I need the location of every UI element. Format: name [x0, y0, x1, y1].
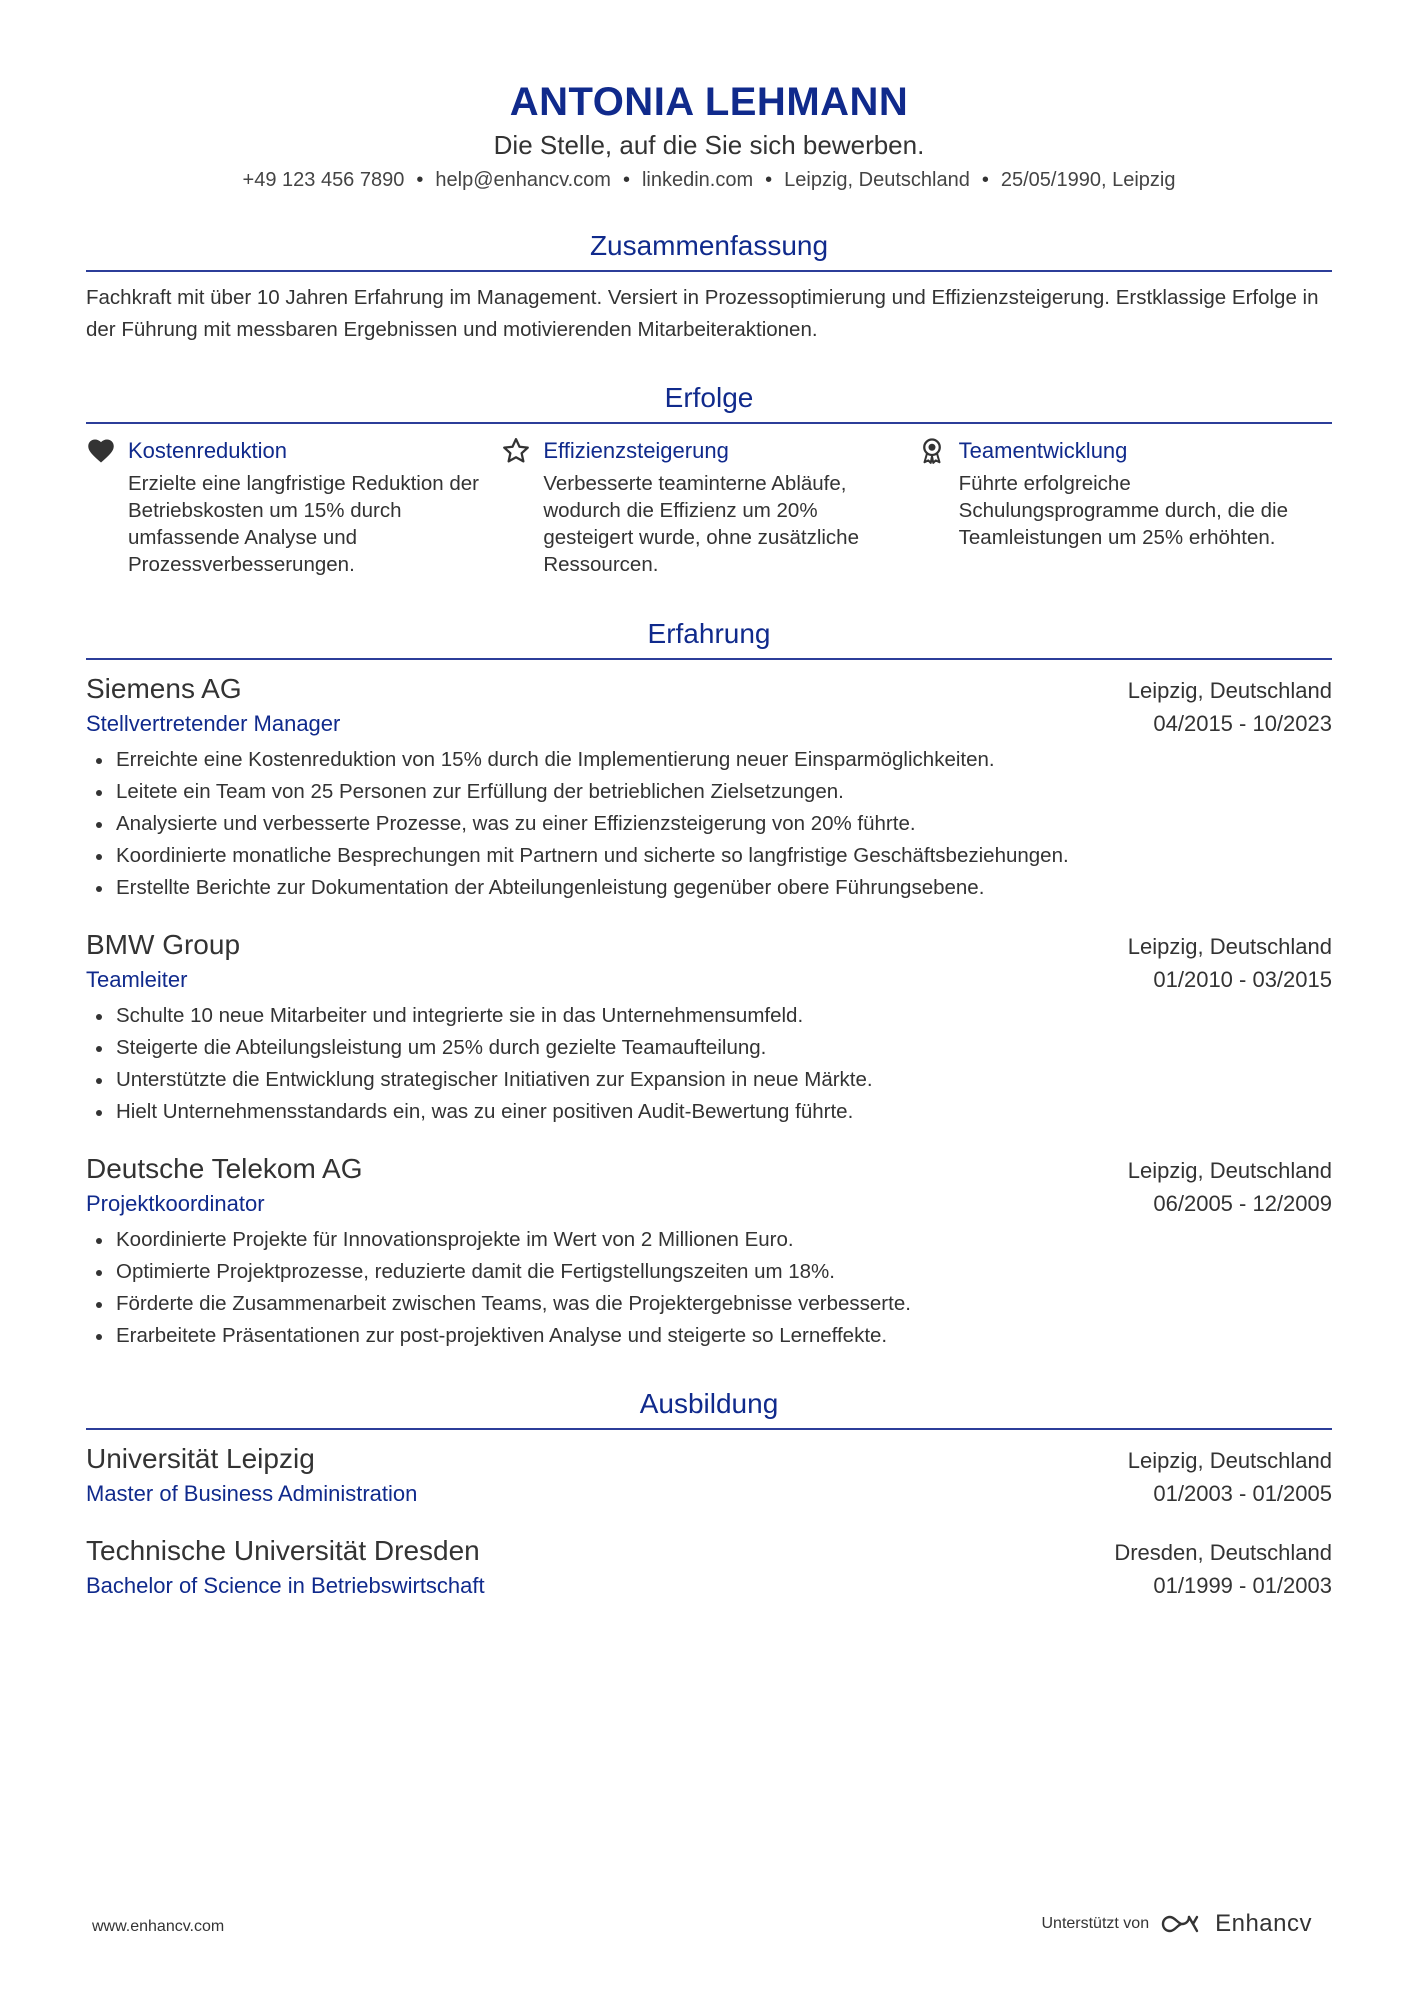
contact-line — [86, 166, 1332, 194]
award-icon — [917, 436, 959, 466]
degree: Master of Business Administration — [86, 1481, 418, 1506]
section-title-summary: Zusammenfassung — [86, 228, 1332, 272]
achievement-title: Teamentwicklung — [958, 438, 1128, 463]
job-dates: 04/2015 - 10/2023 — [1153, 711, 1332, 736]
job-location: Leipzig, Deutschland — [1127, 678, 1332, 703]
job-dates: 06/2005 - 12/2009 — [1153, 1191, 1332, 1216]
candidate-name: ANTONIA LEHMANN — [509, 80, 909, 124]
list-item: Förderte die Zusammenarbeit zwischen Teams, was die Projektergebnisse verbesserte. — [116, 1288, 1332, 1320]
list-item: Koordinierte monatliche Besprechungen mit Partnern und sicherte so langfristige Geschäftsbeziehungen. — [116, 840, 1332, 872]
job-position: Teamleiter — [86, 967, 188, 992]
section-title-experience: Erfahrung — [86, 616, 1332, 660]
achievement-item — [501, 436, 916, 578]
school-name: Technische Universität Dresden — [86, 1535, 480, 1566]
star-icon — [501, 436, 543, 466]
list-item: Steigerte die Abteilungsleistung um 25% durch gezielte Teamaufteilung. — [116, 1032, 1332, 1064]
list-item: Leitete ein Team von 25 Personen zur Erfüllung der betrieblichen Zielsetzungen. — [116, 776, 1332, 808]
location: Leipzig, Deutschland — [784, 169, 970, 191]
school-location: Leipzig, Deutschland — [1127, 1448, 1332, 1473]
job-dates: 01/2010 - 03/2015 — [1153, 967, 1332, 992]
list-item: Unterstützte die Entwicklung strategischer Initiativen zur Expansion in neue Märkte. — [116, 1064, 1332, 1096]
company-name: BMW Group — [86, 929, 241, 960]
list-item: Schulte 10 neue Mitarbeiter und integrierte sie in das Unternehmensumfeld. — [116, 1000, 1332, 1032]
job-entry — [86, 926, 1332, 1128]
education-dates: 01/1999 - 01/2003 — [1153, 1573, 1332, 1598]
job-bullets — [86, 1224, 1332, 1352]
enhancv-logo-icon — [1159, 1912, 1205, 1936]
list-item: Erarbeitete Präsentationen zur post-projektiven Analyse und steigerte so Lerneffekte. — [116, 1320, 1332, 1352]
education-entry — [86, 1440, 1332, 1510]
company-name: Siemens AG — [86, 673, 242, 704]
job-position: Stellvertretender Manager — [86, 711, 341, 736]
education-dates: 01/2003 - 01/2005 — [1153, 1481, 1332, 1506]
list-item: Erstellte Berichte zur Dokumentation der Abteilungenleistung gegenüber obere Führungsebene. — [116, 872, 1332, 904]
job-location: Leipzig, Deutschland — [1127, 1158, 1332, 1183]
job-location: Leipzig, Deutschland — [1127, 934, 1332, 959]
list-item: Analysierte und verbesserte Prozesse, was zu einer Effizienzsteigerung von 20% führte. — [116, 808, 1332, 840]
achievement-item — [86, 436, 501, 578]
separator-dot: • — [622, 169, 630, 191]
company-name: Deutsche Telekom AG — [86, 1153, 363, 1184]
achievement-description: Führte erfolgreiche Schulungsprogramme durch, die die Teamleistungen um 25% erhöhten. — [958, 472, 1288, 549]
achievement-description: Verbesserte teaminterne Abläufe, wodurch die Effizienz um 20% gesteigert wurde, ohne zusätzliche Ressourcen. — [543, 472, 859, 576]
list-item: Optimierte Projektprozesse, reduzierte damit die Fertigstellungszeiten um 18%. — [116, 1256, 1332, 1288]
achievement-item — [917, 436, 1332, 578]
degree: Bachelor of Science in Betriebswirtschaft — [86, 1573, 485, 1598]
separator-dot: • — [416, 169, 424, 191]
resume-page — [86, 0, 1332, 1602]
birth-date: 25/05/1990, Leipzig — [1000, 169, 1176, 191]
footer-branding — [1041, 1910, 1312, 1938]
linkedin: linkedin.com — [641, 169, 754, 191]
powered-by-label: Unterstützt von — [1041, 1915, 1150, 1932]
heart-icon — [86, 436, 128, 466]
summary-text: Fachkraft mit über 10 Jahren Erfahrung im Management. Versiert in Prozessoptimierung und Effizienzsteigerung. Erstklassige Erfolge in der Führung mit messbaren Ergebnissen und motivierenden Mitarbeiteraktionen. — [86, 286, 1319, 341]
education-entry — [86, 1532, 1332, 1602]
brand-name: Enhancv — [1215, 1910, 1312, 1937]
separator-dot: • — [765, 169, 773, 191]
page-footer — [0, 1908, 1410, 1948]
list-item: Hielt Unternehmensstandards ein, was zu einer positiven Audit-Bewertung führte. — [116, 1096, 1332, 1128]
email: help@enhancv.com — [435, 169, 611, 191]
separator-dot: • — [981, 169, 989, 191]
job-entry — [86, 670, 1332, 904]
job-bullets — [86, 1000, 1332, 1128]
footer-website-link[interactable]: www.enhancv.com — [92, 1918, 225, 1935]
job-position: Projektkoordinator — [86, 1191, 265, 1216]
phone: +49 123 456 7890 — [242, 169, 405, 191]
resume-header — [86, 0, 1332, 194]
school-name: Universität Leipzig — [86, 1443, 315, 1474]
school-location: Dresden, Deutschland — [1114, 1540, 1332, 1565]
list-item: Erreichte eine Kostenreduktion von 15% durch die Implementierung neuer Einsparmöglichkeiten. — [116, 744, 1332, 776]
achievement-title: Effizienzsteigerung — [543, 438, 729, 463]
job-bullets — [86, 744, 1332, 904]
target-role: Die Stelle, auf die Sie sich bewerben. — [493, 130, 925, 160]
section-title-achievements: Erfolge — [86, 380, 1332, 424]
achievement-title: Kostenreduktion — [128, 438, 287, 463]
job-entry — [86, 1150, 1332, 1352]
achievements-list — [86, 436, 1332, 578]
achievement-description: Erzielte eine langfristige Reduktion der Betriebskosten um 15% durch umfassende Analyse und Prozessverbesserungen. — [128, 472, 479, 576]
section-title-education: Ausbildung — [86, 1386, 1332, 1430]
list-item: Koordinierte Projekte für Innovationsprojekte im Wert von 2 Millionen Euro. — [116, 1224, 1332, 1256]
